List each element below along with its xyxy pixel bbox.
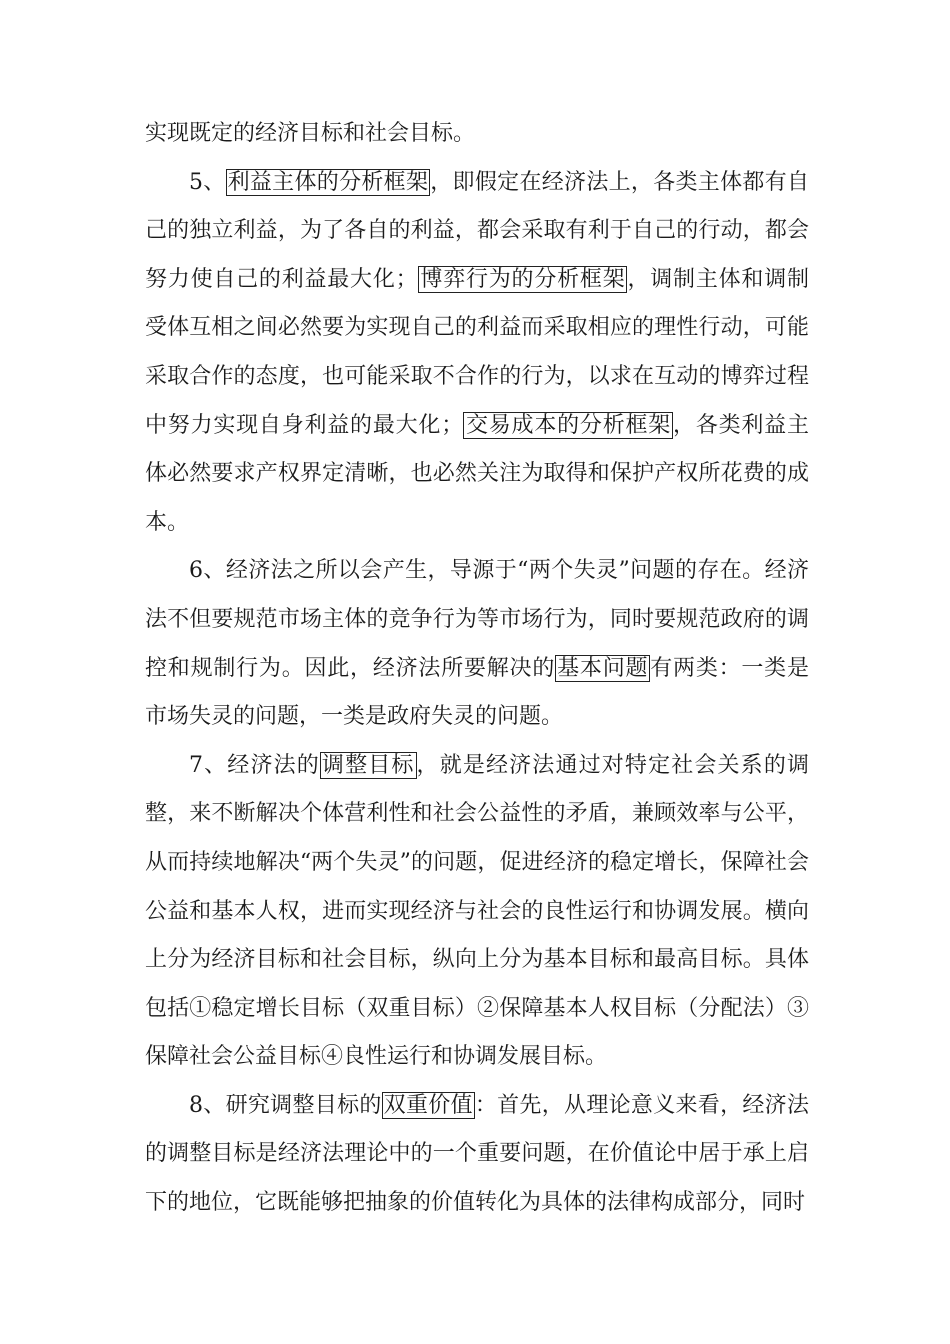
boxed-term-game-behavior-framework: 博弈行为的分析框架 (419, 266, 626, 292)
p7-text-1: 7、经济法的 (189, 752, 320, 778)
paragraph-6 (145, 547, 809, 741)
boxed-term-dual-value: 双重价值 (383, 1092, 473, 1118)
p6-text-1: 6、经济法之所以会产生，导源于“两个失灵”问题的存在。经济法不但要规范市场主体的竞争行为等市场行为，同时要规范政府的调控和规制行为。因此，经济法所要解决的 (145, 558, 809, 681)
p5-text-4: ，各类利益主体必然要求产权界定清晰，也必然关注为取得和保护产权所花费的成本。 (145, 412, 809, 535)
boxed-term-adjustment-goal: 调整目标 (321, 752, 415, 778)
p7-text-2: ，就是经济法通过对特定社会关系的调整，来不断解决个体营利性和社会公益性的矛盾，兼顾效率与公平，从而持续地解决“两个失灵”的问题，促进经济的稳定增长，保障社会公益和基本人权，进而实现经济与社会的良性运行和协调发展。横向上分为经济目标和社会目标，纵向上分为基本目标和最高目标。具体包括①稳定增长目标（双重目标）②保障基本人权目标（分配法）③保障社会公益目标④良性运行和协调发展目标。 (145, 752, 809, 1070)
p5-text-1: 5、 (189, 169, 226, 195)
p5-text-2: ，即假定在经济法上，各类主体都有自己的独立利益，为了各自的利益，都会采取有利于自己的行动，都会努力使自己的利益最大化； (145, 169, 809, 292)
boxed-term-basic-problem: 基本问题 (557, 655, 649, 681)
p6-text-2: 有两类：一类是市场失灵的问题，一类是政府失灵的问题。 (145, 655, 809, 730)
paragraph-continuation: 实现既定的经济目标和社会目标。 (145, 121, 476, 146)
boxed-term-transaction-cost-framework: 交易成本的分析框架 (465, 412, 672, 438)
paragraph-5 (145, 159, 809, 548)
paragraph-8 (145, 1082, 809, 1228)
p5-text-3: ，调制主体和调制受体互相之间必然要为实现自己的利益而采取相应的理性行动，可能采取合作的态度，也可能采取不合作的行为，以求在互动的博弈过程中努力实现自身利益的最大化； (145, 266, 809, 438)
boxed-term-interest-subject-framework: 利益主体的分析框架 (227, 169, 429, 195)
document-page (145, 110, 809, 1228)
p8-text-1: 8、研究调整目标的 (189, 1092, 382, 1118)
p8-text-2: ：首先，从理论意义来看，经济法的调整目标是经济法理论中的一个重要问题，在价值论中居于承上启下的地位，它既能够把抽象的价值转化为具体的法律构成部分，同时 (145, 1092, 809, 1216)
paragraph-7 (145, 742, 809, 1082)
